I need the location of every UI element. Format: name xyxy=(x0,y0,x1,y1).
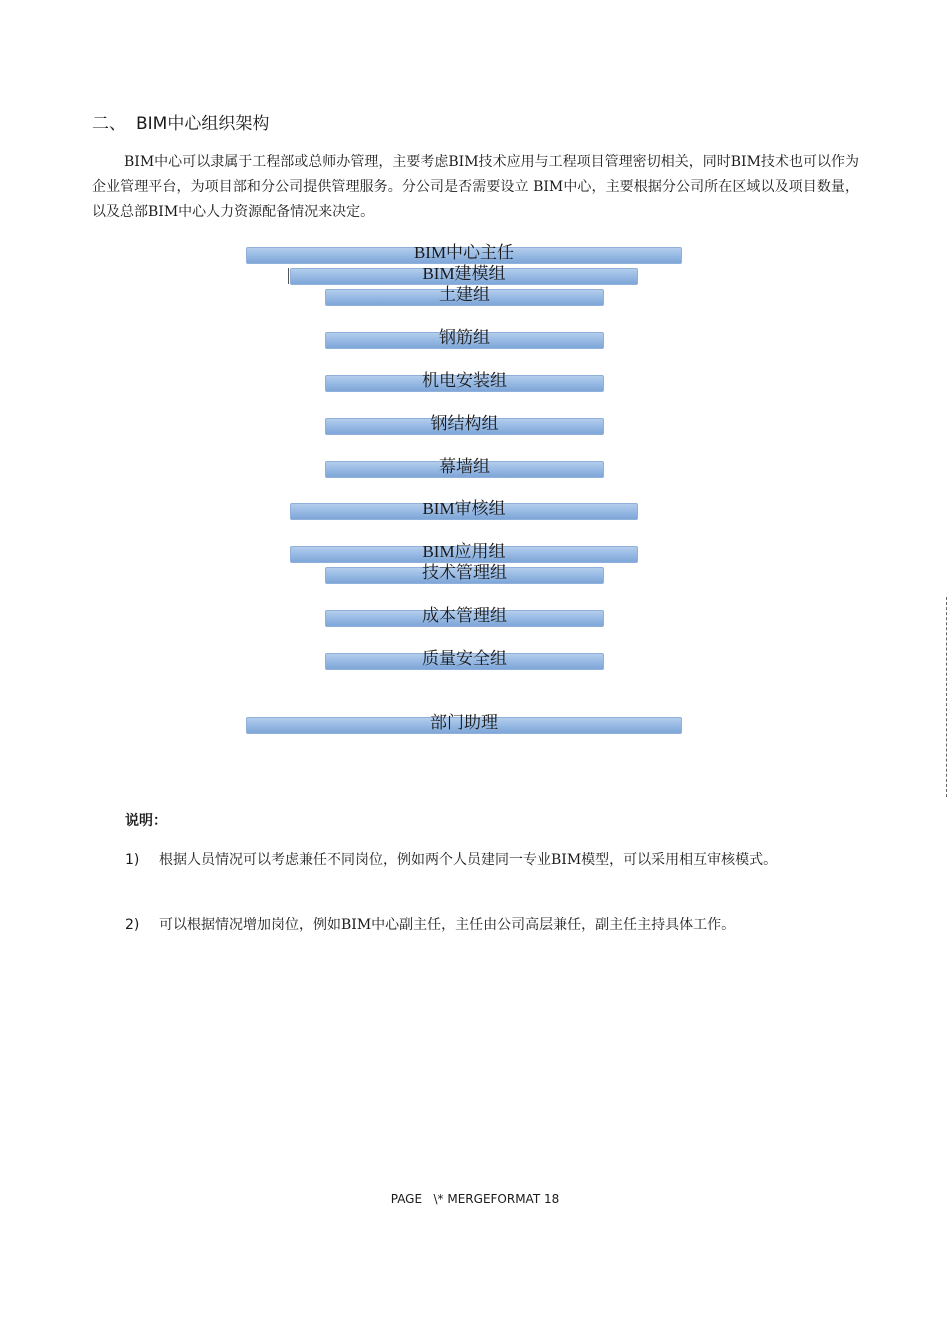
notes-title: 说明： xyxy=(125,813,167,829)
section-heading xyxy=(92,109,269,134)
list-marker: 1) xyxy=(125,852,140,868)
section-title: BIM中心组织架构 xyxy=(136,114,270,134)
org-node-modeling-group: BIM建模组 xyxy=(290,268,638,285)
org-node-civil: 土建组 xyxy=(325,289,604,306)
org-node-director: BIM中心主任 xyxy=(246,247,682,264)
intro-paragraph: BIM中心可以隶属于工程部或总师办管理，主要考虑BIM技术应用与工程项目管理密切相关，同时BIM技术也可以作为企业管理平台，为项目部和分公司提供管理服务。分公司是否需要设立 BIM中心，主要根据分公司所在区域以及项目数量，以及总部BIM中心人力资源配备情况来决定。 xyxy=(92,154,859,220)
org-node-quality-safety: 质量安全组 xyxy=(325,653,604,670)
page-footer: PAGE \* MERGEFORMAT 18 xyxy=(390,1192,560,1206)
org-node-steel: 钢结构组 xyxy=(325,418,604,435)
list-marker: 2) xyxy=(125,917,140,933)
org-node-application-group: BIM应用组 xyxy=(290,546,638,563)
org-node-curtain-wall: 幕墙组 xyxy=(325,461,604,478)
org-node-rebar: 钢筋组 xyxy=(325,332,604,349)
page-edge-marker xyxy=(946,597,950,797)
org-node-mep: 机电安装组 xyxy=(325,375,604,392)
org-node-tech-mgmt: 技术管理组 xyxy=(325,567,604,584)
org-node-cost-mgmt: 成本管理组 xyxy=(325,610,604,627)
org-node-review-group: BIM审核组 xyxy=(290,503,638,520)
list-item-text: 根据人员情况可以考虑兼任不同岗位，例如两个人员建同一专业BIM模型，可以采用相互审核模式。 xyxy=(159,852,778,868)
connector-line xyxy=(288,268,289,284)
list-item-text: 可以根据情况增加岗位，例如BIM中心副主任，主任由公司高层兼任，副主任主持具体工作。 xyxy=(159,917,736,933)
section-number: 二、 xyxy=(92,114,126,134)
list-item xyxy=(125,848,860,873)
org-node-assistant: 部门助理 xyxy=(246,717,682,734)
list-item xyxy=(125,913,860,938)
